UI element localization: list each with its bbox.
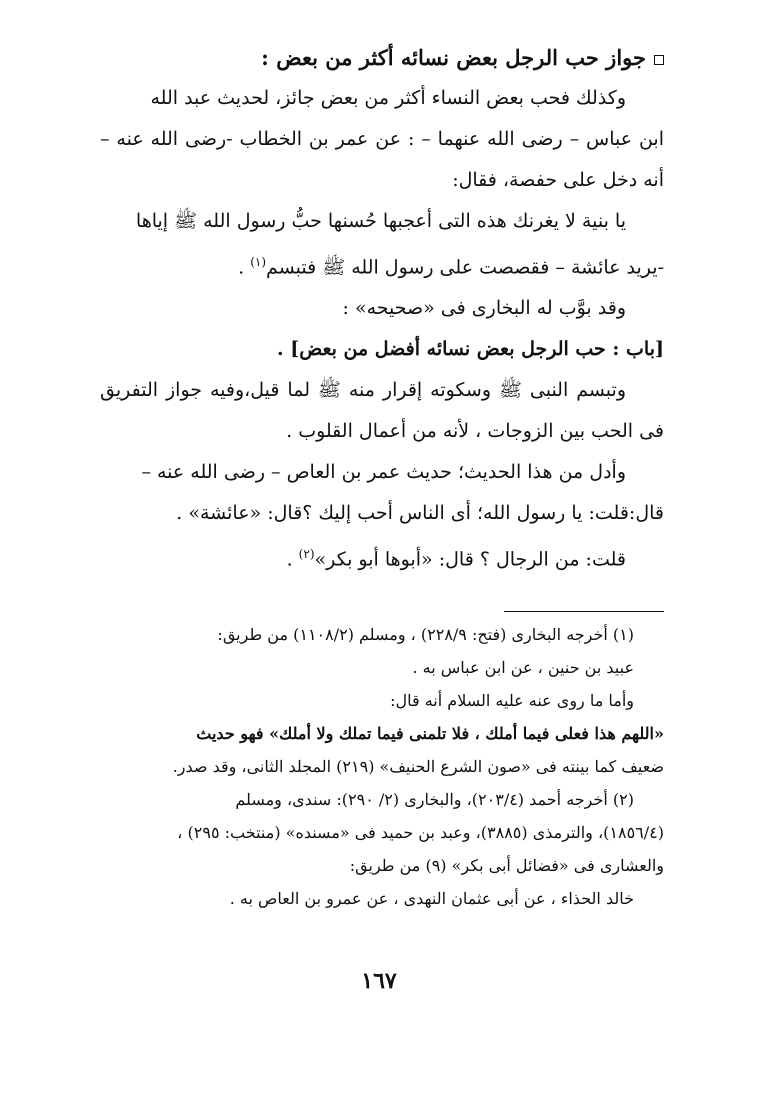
text-line: وقد بوَّب له البخارى فى «صحيحه» : — [342, 297, 626, 320]
text-line: وأدل من هذا الحديث؛ حديث عمر بن العاص – رضى الله عنه – — [141, 461, 626, 484]
hadith-line — [100, 242, 664, 288]
footnote-line: وأما ما روى عنه عليه السلام أنه قال: — [390, 690, 634, 710]
chapter-title: [باب : حب الرجل بعض نسائه أفضل من بعض] . — [276, 338, 664, 361]
footnote-divider — [504, 611, 664, 612]
hadith-line: قال:قلت: يا رسول الله؛ أى الناس أحب إليك ؟قال: «عائشة» . — [176, 502, 664, 525]
page-number: ١٦٧ — [361, 968, 397, 994]
hadith-text: قلت: من الرجال ؟ قال: «أبوها أبو بكر» — [314, 548, 626, 571]
text-line: ابن عباس – رضى الله عنهما – : عن عمر بن الخطاب -رضى الله عنه – — [100, 128, 664, 150]
line-end-mark: . — [238, 256, 251, 279]
text-line: أنه دخل على حفصة، فقال: — [452, 169, 664, 191]
footnote-ref-1[interactable]: (١) — [250, 255, 267, 269]
text-line: وكذلك فحب بعض النساء أكثر من بعض جائز، لحديث عبد الله — [150, 87, 626, 109]
footnote-line: خالد الحذاء ، عن أبى عثمان النهدى ، عن عمرو بن العاص به . — [229, 888, 634, 908]
hadith-line — [100, 534, 664, 580]
footnote-ref-2[interactable]: (٢) — [298, 547, 315, 562]
footnote-line: والعشارى فى «فضائل أبى بكر» (٩) من طريق: — [349, 855, 664, 875]
hadith-text: -يريد عائشة – فقصصت على رسول الله ﷺ فتبسم — [266, 256, 664, 279]
line-end-mark: . — [286, 548, 299, 571]
text-line: فى الحب بين الزوجات ، لأنه من أعمال القلوب . — [286, 420, 664, 443]
hadith-line: يا بنية لا يغرنك هذه التى أعجبها حُسنها حبُّ رسول الله ﷺ إياها — [135, 210, 626, 232]
footnote-line: ضعيف كما بينته فى «صون الشرع الحنيف» (٢١٩) المجلد الثانى، وقد صدر. — [172, 756, 664, 776]
footnote-line: (٢) أخرجه أحمد (٢٠٣/٤)، والبخارى (٢/ ٢٩٠): سندى، ومسلم — [235, 789, 634, 809]
text-line: وتبسم النبى ﷺ وسكوته إقرار منه ﷺ لما قيل،وفيه جواز التفريق — [100, 379, 626, 402]
footnote-line: (١٨٥٦/٤)، والترمذى (٣٨٨٥)، وعبد بن حميد فى «مسنده» (منتخب: ٢٩٥) ، — [177, 822, 664, 842]
footnote-line: عبيد بن حنين ، عن ابن عباس به . — [412, 657, 634, 677]
section-heading-text: جواز حب الرجل بعض نسائه أكثر من بعض : — [261, 45, 646, 70]
section-heading — [100, 38, 664, 78]
square-bullet-icon — [654, 55, 664, 65]
footnote-line: (١) أخرجه البخارى (فتح: ٢٢٨/٩) ، ومسلم (١١٠٨/٢) من طريق: — [217, 624, 634, 644]
footnote-line: «اللهم هذا فعلى فيما أملك ، فلا تلمنى فيما تملك ولا أملك» فهو حديث — [196, 723, 664, 743]
